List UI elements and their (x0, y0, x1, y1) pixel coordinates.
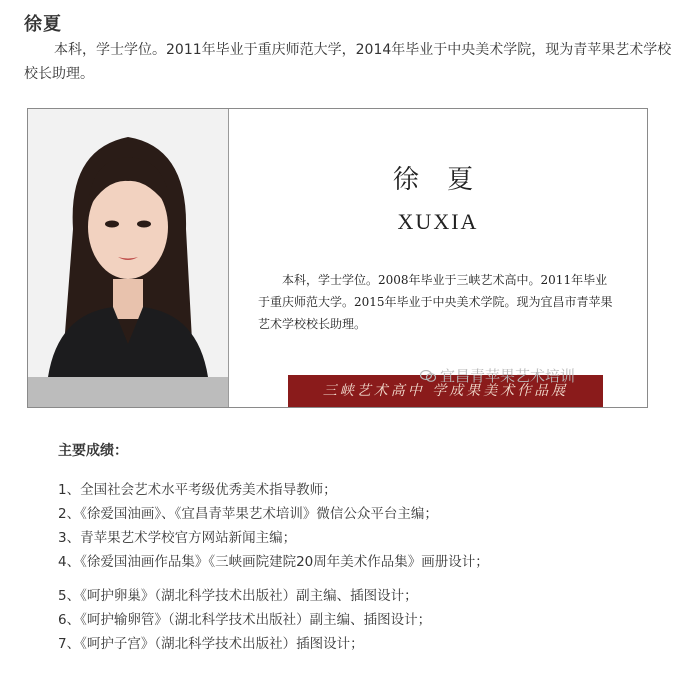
card-divider (228, 109, 229, 407)
intro-paragraph: 本科，学士学位。2011年毕业于重庆师范大学，2014年毕业于中央美术学院，现为青苹果艺术学校校长助理。 (24, 42, 672, 82)
achievements-title: 主要成绩： (58, 443, 128, 459)
list-item: 3、青苹果艺术学校官方网站新闻主编； (58, 530, 297, 546)
list-item: 7、《呵护子宫》（湖北科学技术出版社）插图设计； (58, 636, 364, 652)
list-item: 4、《徐爱国油画作品集》《三峡画院建院20周年美术作品集》画册设计； (58, 554, 489, 570)
card-bio: 本科，学士学位。2008年毕业于三峡艺术高中。2011年毕业于重庆师范大学。2015年毕业于中央美术学院。现为宜昌市青苹果艺术学校校长助理。 (258, 273, 613, 331)
portrait-figure (28, 109, 228, 377)
list-item: 2、《徐爱国油画》、《宜昌青苹果艺术培训》微信公众平台主编； (58, 506, 438, 522)
card-pinyin-name: XUXIA (397, 209, 479, 234)
watermark-text: 宜昌青苹果艺术培训 (440, 367, 576, 385)
profile-card (27, 108, 648, 408)
watermark (420, 365, 575, 386)
list-item: 6、《呵护输卵管》（湖北科学技术出版社）副主编、插图设计； (58, 612, 432, 628)
page-title: 徐夏 (24, 14, 62, 35)
list-item: 1、全国社会艺术水平考级优秀美术指导教师； (58, 482, 337, 498)
card-name: 徐 夏 (392, 165, 484, 195)
list-item: 5、《呵护卵巢》（湖北科学技术出版社）副主编、插图设计； (58, 588, 418, 604)
achievements-list (58, 478, 489, 656)
exhibition-banner: 三峡艺术高中 学成果美术作品展 (288, 375, 603, 407)
portrait-photo (28, 109, 228, 407)
wechat-icon (420, 370, 436, 382)
